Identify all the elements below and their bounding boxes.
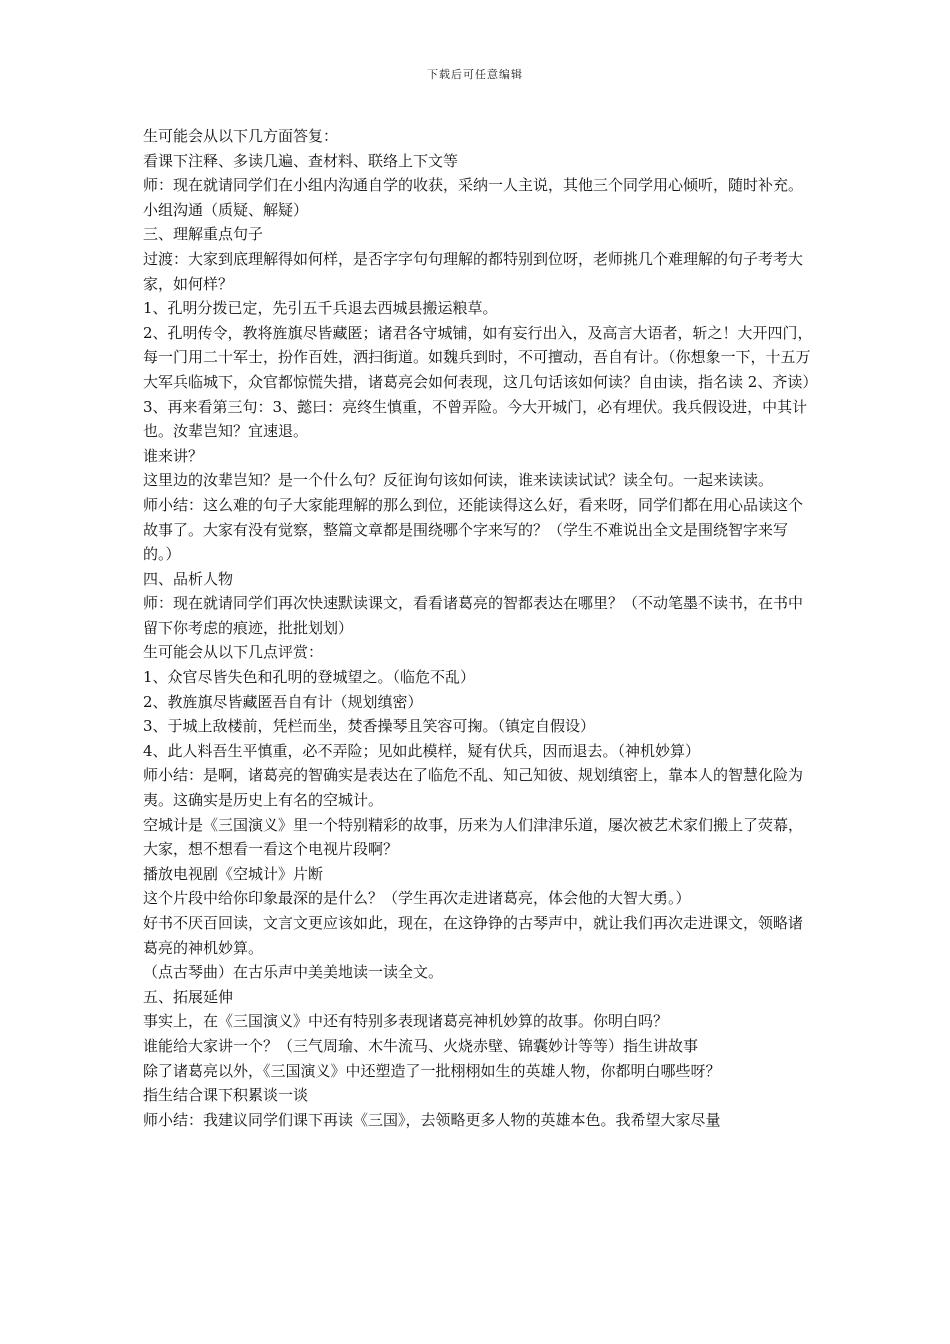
text-line: 过渡：大家到底理解得如何样，是否字字句句理解的都特别到位呀，老师挑几个难理解的句子考考大家，如何样？ [143,249,804,293]
text-line: 师：现在就请同学们再次快速默读课文，看看诸葛亮的智都表达在哪里？（不动笔墨不读书，在书中留下你考虑的痕迹，批批划划） [143,594,804,637]
document-body [143,124,818,1132]
text-line: 指生结合课下积累谈一谈 [143,1086,309,1105]
text-line: 3、再来看第三句：3、懿曰：亮终生慎重，不曾弄险。今大开城门，必有埋伏。我兵假设进，中其计也。汝辈岂知？宜速退。 [143,397,808,441]
text-line: 1、孔明分拨已定，先引五千兵退去西城县搬运粮草。 [143,299,498,318]
text-line: 1、众官尽皆失色和孔明的登城望之。（临危不乱） [143,668,476,687]
text-line: 生可能会从以下几方面答复： [143,127,339,145]
text-line: 师小结：这么难的句子大家能理解的那么到位，还能读得这么好，看来呀，同学们都在用心品读这个故事了。大家有没有觉察，整篇文章都是围绕哪个字来写的？（学生不难说出全文是围绕智字来写的。） [143,495,804,564]
section-heading: 五、拓展延伸 [143,987,234,1006]
text-line: 3、于城上敌楼前，凭栏而坐，焚香操琴且笑容可掬。（镇定自假设） [143,717,596,736]
text-line: 这个片段中给你印象最深的是什么？（学生再次走进诸葛亮，体会他的大智大勇。） [143,889,691,908]
text-line: 2、教旌旗尽皆藏匿吾自有计（规划缜密） [143,692,423,711]
text-line: 空城计是《三国演义》里一个特别精彩的故事，历来为人们津津乐道，屡次被艺术家们搬上了荧幕，大家，想不想看一看这个电视片段啊？ [143,815,804,859]
text-line: 师：现在就请同学们在小组内沟通自学的收获，采纳一人主说，其他三个同学用心倾听，随时补充。 [143,176,804,195]
text-line: 师小结：我建议同学们课下再读《三国》，去领略更多人物的英雄本色。我希望大家尽量 [143,1110,721,1129]
text-line: 谁来讲？ [143,446,204,465]
text-line: 看课下注释、多读几遍、查材料、联络上下文等 [143,151,459,170]
text-line: （点古琴曲）在古乐声中美美地读一读全文。 [143,963,444,982]
page-header: 下载后可任意编辑 [427,68,523,81]
text-line: 师小结：是啊，诸葛亮的智确实是表达在了临危不乱、知己知彼、规划缜密上，靠本人的智慧化险为夷。这确实是历史上有名的空城计。 [143,766,804,810]
text-line: 生可能会从以下几点评赏： [143,643,324,662]
text-line: 好书不厌百回读，文言文更应该如此，现在，在这铮铮的古琴声中，就让我们再次走进课文，领略诸葛亮的神机妙算。 [143,914,804,957]
section-heading: 三、理解重点句子 [143,225,264,244]
text-line: 播放电视剧《空城计》片断 [143,864,324,883]
text-line: 4、此人料吾生平慎重，必不弄险；见如此模样，疑有伏兵，因而退去。（神机妙算） [143,741,701,760]
section-heading: 四、品析人物 [143,569,234,588]
text-line: 2、孔明传令，教将旌旗尽皆藏匿；诸君各守城铺，如有妄行出入，及高言大语者，斩之！大开四门，每一门用二十军士，扮作百姓，洒扫街道。如魏兵到时，不可擅动，吾自有计。（你想象一下，十五万大军兵临城下，众官都惊慌失措，诸葛亮会如何表现，这几句话该如何读？自由读，指名读 2、齐读） [143,323,818,391]
text-line: 事实上，在《三国演义》中还有特别多表现诸葛亮神机妙算的故事。你明白吗？ [143,1012,669,1031]
text-line: 除了诸葛亮以外，《三国演义》中还塑造了一批栩栩如生的英雄人物，你都明白哪些呀？ [143,1061,721,1080]
text-line: 谁能给大家讲一个？（三气周瑜、木牛流马、火烧赤壁、锦囊妙计等等）指生讲故事 [143,1036,699,1055]
text-line: 小组沟通（质疑、解疑） [143,200,309,219]
text-line: 这里边的汝辈岂知？是一个什么句？反征询句该如何读，谁来读读试试？读全句。一起来读读。 [143,471,774,490]
